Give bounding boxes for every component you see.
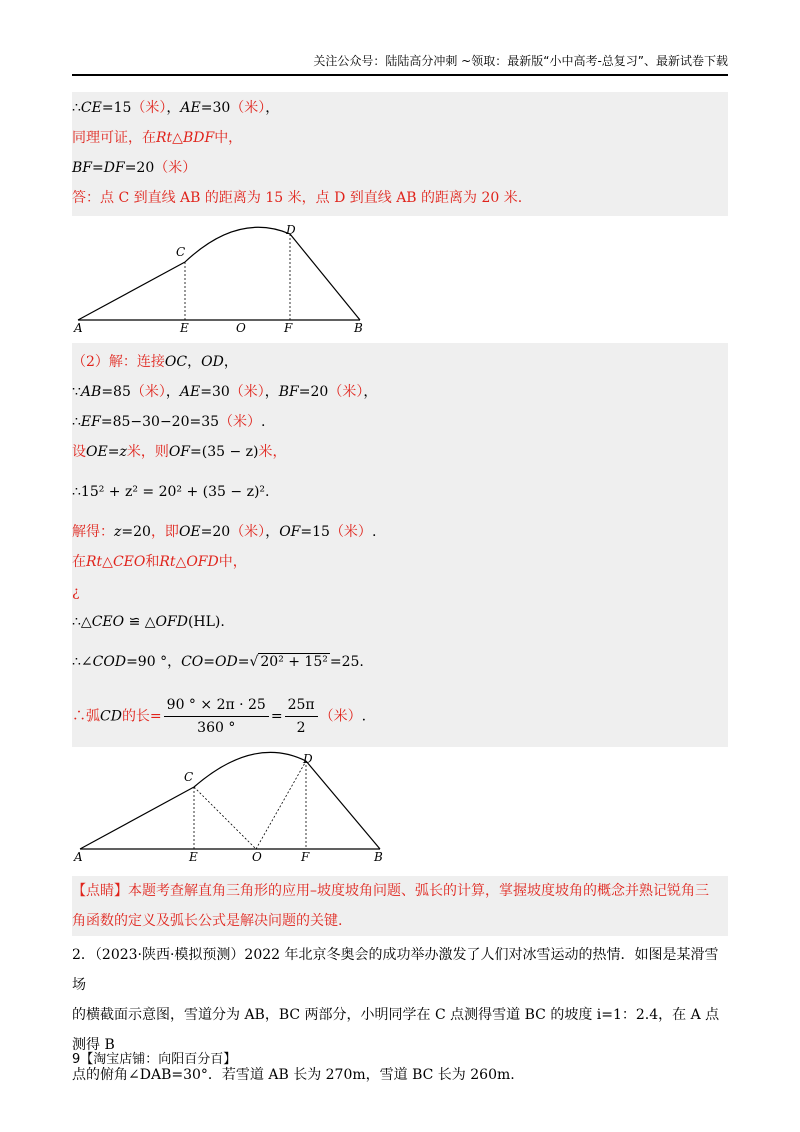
- arc-fraction-2: $\frac{25\pi}{2}$: [285, 694, 318, 739]
- comment-line-2: 角函数的定义及弧长公式是解决问题的关键.: [72, 913, 343, 929]
- label-F: F: [284, 321, 293, 334]
- label-E: E: [180, 321, 189, 334]
- solution2-line-3: ∴EF=85−30−20=35（米）.: [72, 414, 266, 430]
- solution2-line-11: ∴弧CD的长= $\frac{90 ^\circ \times 2\pi \cdot 25}{360 ^\circ}$ = $\frac{25\pi}{2}$ （米）.: [72, 694, 366, 739]
- label-O: O: [236, 321, 246, 334]
- label-D: D: [286, 223, 296, 237]
- solution2-line-5: ∴15² + z² = 20² + (35 − z)².: [72, 484, 270, 500]
- label-C: C: [184, 770, 194, 784]
- label-C: C: [176, 245, 186, 259]
- arc-fraction-1: $\frac{90 ^\circ \times 2\pi \cdot 25}{360 ^\circ}$: [164, 694, 269, 739]
- solution-line-1: ∴CE=15（米），AE=30（米），: [72, 100, 280, 116]
- page-header: [72, 52, 728, 76]
- problem-2: [72, 940, 728, 1090]
- label-E: E: [189, 850, 198, 864]
- footer-text: 9【淘宝店铺：向阳百分百】: [72, 1052, 237, 1067]
- label-D: D: [303, 752, 313, 766]
- page-footer: [72, 1048, 236, 1067]
- solution2-line-9: ∴△CEO ≌ △OFD(HL).: [72, 614, 225, 630]
- solution2-line-7: 在Rt△CEO和Rt△OFD中，: [72, 554, 247, 570]
- label-F: F: [301, 850, 310, 864]
- figure-1: [72, 222, 368, 334]
- solution-line-3: BF=DF=20（米）: [72, 160, 197, 176]
- comment-line-1: 【点睛】本题考查解直角三角形的应用–坡度坡角问题、弧长的计算，掌握坡度坡角的概念并熟记锐角三: [72, 883, 709, 899]
- label-B: B: [354, 321, 363, 334]
- header-text: 关注公众号：陆陆高分冲刺 ~领取：最新版“小中高考-总复习”、最新试卷下载: [313, 54, 728, 68]
- solution-line-2: 同理可证，在Rt△BDF中，: [72, 130, 243, 146]
- solution2-line-4: 设OE=z米，则OF=(35 − z)米，: [72, 444, 287, 460]
- problem-2-line-2: 的横截面示意图，雪道分为 AB，BC 两部分，小明同学在 C 点测得雪道 BC 的坡度 i=1：2.4，在 A 点测得 B: [72, 1007, 720, 1053]
- figure-1-svg: [72, 222, 368, 334]
- solution2-line-6: 解得：z=20，即OE=20（米），OF=15（米）.: [72, 524, 377, 540]
- solution2-line-2: ∵AB=85（米），AE=30（米），BF=20（米），: [72, 384, 378, 400]
- problem-2-line-3: 点的俯角∠DAB=30°．若雪道 AB 长为 270m，雪道 BC 长为 260m.: [72, 1067, 515, 1083]
- answer-line: 答：点 C 到直线 AB 的距离为 15 米，点 D 到直线 AB 的距离为 20 米.: [72, 190, 523, 206]
- label-A: A: [74, 850, 83, 864]
- solution2-line-10: ∴∠COD=90 °，CO=OD=√ 20² + 15² =25.: [72, 654, 364, 670]
- figure-2: [72, 749, 388, 866]
- solution-block-2: [72, 343, 728, 747]
- label-B: B: [374, 850, 383, 864]
- problem-2-line-1: 2．（2023·陕西·模拟预测）2022 年北京冬奥会的成功举办激发了人们对冰雪运动的热情．如图是某滑雪场: [72, 947, 719, 993]
- label-A: A: [74, 321, 83, 334]
- solution2-line-8: ¿: [72, 584, 80, 600]
- figure-2-svg: [72, 749, 388, 866]
- solution2-line-1: （2）解：连接OC，OD，: [72, 354, 238, 370]
- label-O: O: [252, 850, 262, 864]
